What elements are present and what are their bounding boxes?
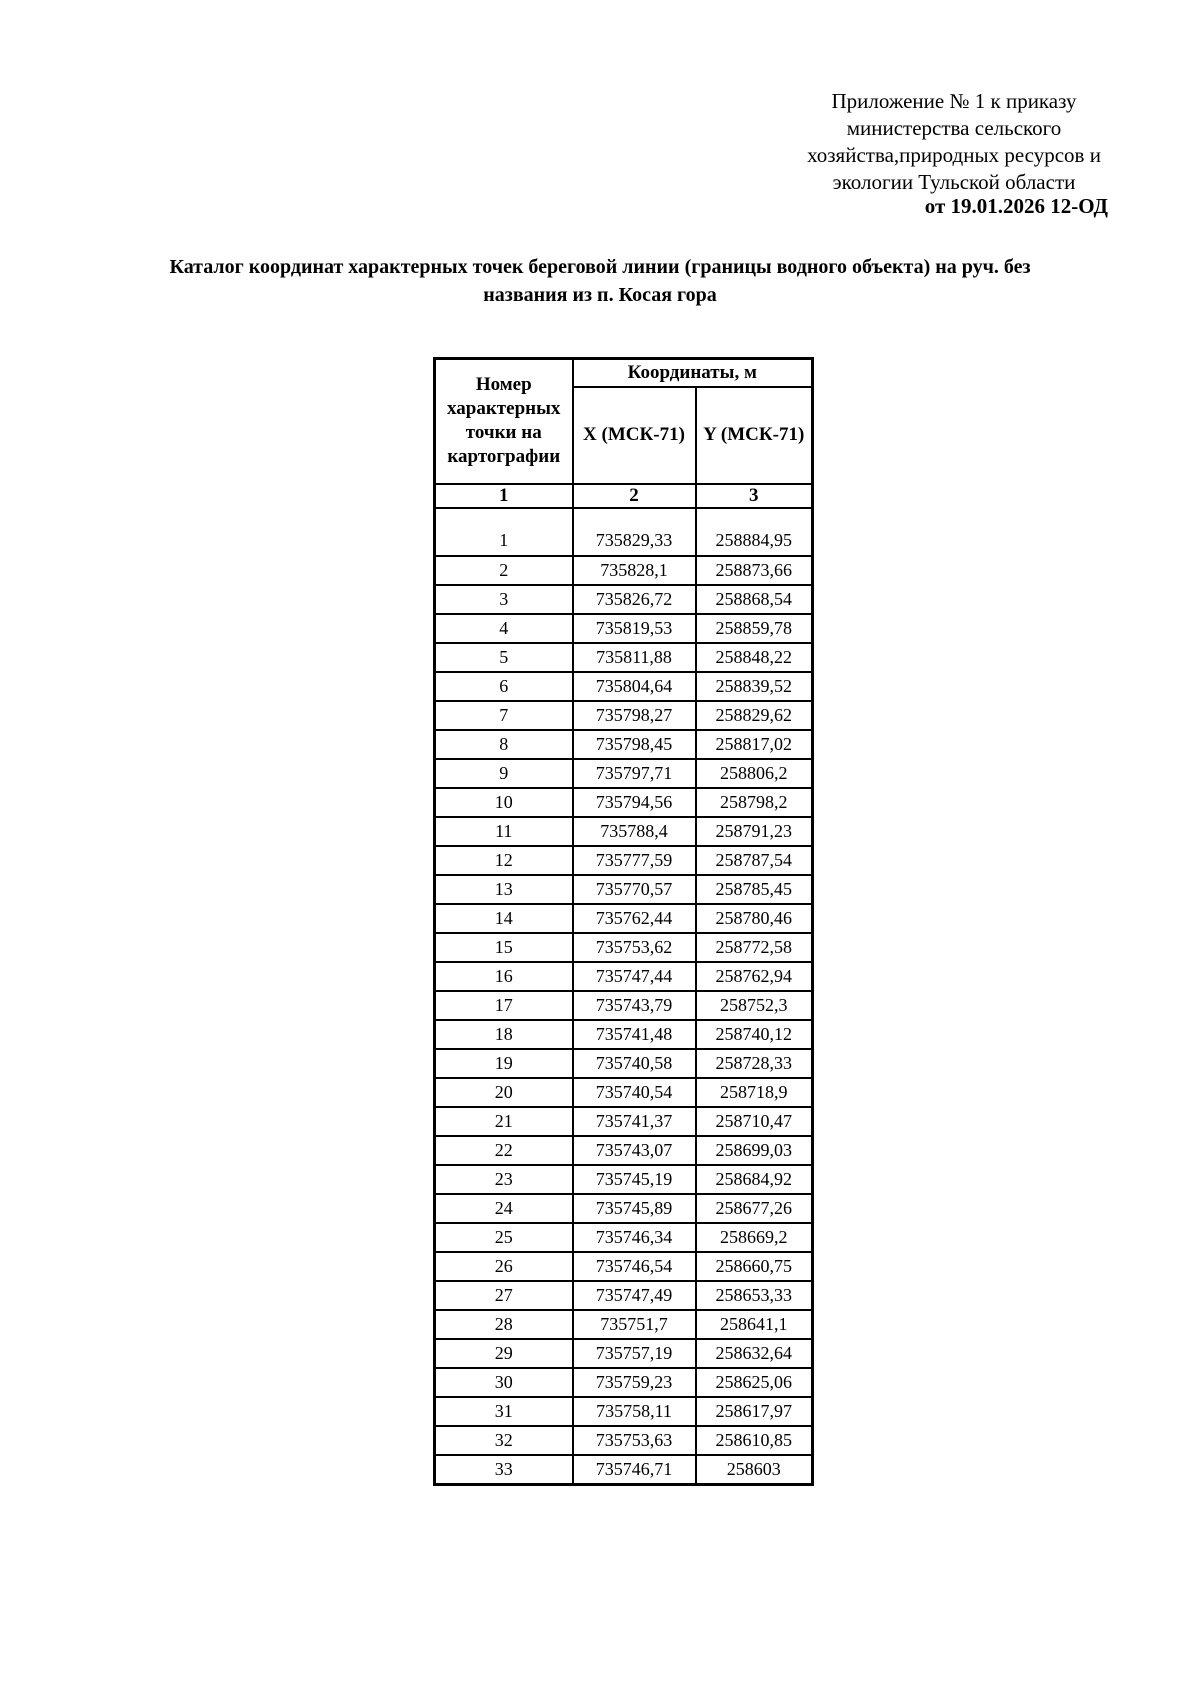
- y-coordinate-cell: 258677,26: [696, 1194, 813, 1223]
- y-coordinate-cell: 258806,2: [696, 759, 813, 788]
- appendix-header-line: министерства сельского: [846, 116, 1062, 140]
- table-row: [435, 1368, 813, 1397]
- point-number-cell: 8: [435, 730, 573, 759]
- y-coordinate-cell: 258752,3: [696, 991, 813, 1020]
- x-coordinate-cell: 735828,1: [573, 556, 696, 585]
- point-number-cell: 33: [435, 1455, 573, 1485]
- x-coordinate-cell: 735743,07: [573, 1136, 696, 1165]
- y-coordinate-cell: 258617,97: [696, 1397, 813, 1426]
- y-coordinate-cell: 258772,58: [696, 933, 813, 962]
- point-number-cell: 31: [435, 1397, 573, 1426]
- x-coordinate-cell: 735740,54: [573, 1078, 696, 1107]
- y-coordinate-cell: 258817,02: [696, 730, 813, 759]
- y-coordinate-cell: 258859,78: [696, 614, 813, 643]
- table-row: [435, 759, 813, 788]
- x-coordinate-cell: 735794,56: [573, 788, 696, 817]
- x-coordinate-cell: 735798,45: [573, 730, 696, 759]
- point-number-cell: 24: [435, 1194, 573, 1223]
- point-number-cell: 22: [435, 1136, 573, 1165]
- y-coordinate-cell: 258884,95: [696, 508, 813, 556]
- column-index-cell: 3: [696, 484, 813, 508]
- x-coordinate-cell: 735747,49: [573, 1281, 696, 1310]
- table-row: [435, 556, 813, 585]
- x-coordinate-cell: 735804,64: [573, 672, 696, 701]
- y-coordinate-cell: 258699,03: [696, 1136, 813, 1165]
- point-number-cell: 20: [435, 1078, 573, 1107]
- table-row: [435, 875, 813, 904]
- point-number-cell: 6: [435, 672, 573, 701]
- y-coordinate-cell: 258740,12: [696, 1020, 813, 1049]
- y-column-header: Y (МСК-71): [696, 387, 813, 484]
- point-number-cell: 30: [435, 1368, 573, 1397]
- y-coordinate-cell: 258684,92: [696, 1165, 813, 1194]
- x-coordinate-cell: 735746,71: [573, 1455, 696, 1485]
- point-number-cell: 19: [435, 1049, 573, 1078]
- table-row: [435, 585, 813, 614]
- appendix-header-line: экологии Тульской области: [832, 170, 1076, 194]
- document-title: [0, 253, 1200, 309]
- y-coordinate-cell: 258780,46: [696, 904, 813, 933]
- y-coordinate-cell: 258625,06: [696, 1368, 813, 1397]
- x-coordinate-cell: 735751,7: [573, 1310, 696, 1339]
- table-row: [435, 962, 813, 991]
- table-row: [435, 643, 813, 672]
- point-number-cell: 14: [435, 904, 573, 933]
- x-coordinate-cell: 735746,54: [573, 1252, 696, 1281]
- table-row: [435, 1020, 813, 1049]
- table-row: [435, 933, 813, 962]
- appendix-header-line: хозяйства,природных ресурсов и: [807, 143, 1101, 167]
- point-number-cell: 27: [435, 1281, 573, 1310]
- y-coordinate-cell: 258829,62: [696, 701, 813, 730]
- x-coordinate-cell: 735819,53: [573, 614, 696, 643]
- x-coordinate-cell: 735788,4: [573, 817, 696, 846]
- point-number-cell: 11: [435, 817, 573, 846]
- coordinates-table: [433, 357, 814, 1486]
- point-number-cell: 32: [435, 1426, 573, 1455]
- table-row: [435, 701, 813, 730]
- y-coordinate-cell: 258839,52: [696, 672, 813, 701]
- x-coordinate-cell: 735759,23: [573, 1368, 696, 1397]
- x-coordinate-cell: 735798,27: [573, 701, 696, 730]
- x-coordinate-cell: 735740,58: [573, 1049, 696, 1078]
- document-title-line-1: Каталог координат характерных точек береговой линии (границы водного объекта) на руч. без: [169, 256, 1031, 278]
- table-row: [435, 1397, 813, 1426]
- table-row: [435, 846, 813, 875]
- x-coordinate-cell: 735758,11: [573, 1397, 696, 1426]
- table-row: [435, 1252, 813, 1281]
- table-row: [435, 1194, 813, 1223]
- table-body: [435, 508, 813, 1485]
- point-number-cell: 7: [435, 701, 573, 730]
- x-coordinate-cell: 735753,62: [573, 933, 696, 962]
- table-row: [435, 1107, 813, 1136]
- y-coordinate-cell: 258762,94: [696, 962, 813, 991]
- appendix-header-line: Приложение № 1 к приказу: [831, 89, 1077, 113]
- point-number-cell: 9: [435, 759, 573, 788]
- x-coordinate-cell: 735741,37: [573, 1107, 696, 1136]
- table-row: [435, 672, 813, 701]
- y-coordinate-cell: 258798,2: [696, 788, 813, 817]
- x-coordinate-cell: 735770,57: [573, 875, 696, 904]
- point-number-cell: 2: [435, 556, 573, 585]
- appendix-header-block: [778, 88, 1130, 196]
- x-coordinate-cell: 735745,89: [573, 1194, 696, 1223]
- y-coordinate-cell: 258669,2: [696, 1223, 813, 1252]
- y-coordinate-cell: 258710,47: [696, 1107, 813, 1136]
- x-coordinate-cell: 735747,44: [573, 962, 696, 991]
- x-coordinate-cell: 735811,88: [573, 643, 696, 672]
- point-number-cell: 12: [435, 846, 573, 875]
- point-number-cell: 23: [435, 1165, 573, 1194]
- x-coordinate-cell: 735743,79: [573, 991, 696, 1020]
- table-row: [435, 730, 813, 759]
- table-row: [435, 1136, 813, 1165]
- table-row: [435, 1339, 813, 1368]
- x-coordinate-cell: 735797,71: [573, 759, 696, 788]
- x-coordinate-cell: 735753,63: [573, 1426, 696, 1455]
- y-coordinate-cell: 258610,85: [696, 1426, 813, 1455]
- y-coordinate-cell: 258791,23: [696, 817, 813, 846]
- y-coordinate-cell: 258641,1: [696, 1310, 813, 1339]
- y-coordinate-cell: 258873,66: [696, 556, 813, 585]
- x-coordinate-cell: 735762,44: [573, 904, 696, 933]
- coordinates-column-group-header: Координаты, м: [573, 359, 813, 387]
- column-index-cell: 1: [435, 484, 573, 508]
- table-row: [435, 1078, 813, 1107]
- y-coordinate-cell: 258785,45: [696, 875, 813, 904]
- x-coordinate-cell: 735826,72: [573, 585, 696, 614]
- y-coordinate-cell: 258728,33: [696, 1049, 813, 1078]
- y-coordinate-cell: 258653,33: [696, 1281, 813, 1310]
- point-number-cell: 16: [435, 962, 573, 991]
- table-row: [435, 904, 813, 933]
- point-number-cell: 5: [435, 643, 573, 672]
- point-number-cell: 15: [435, 933, 573, 962]
- point-number-cell: 21: [435, 1107, 573, 1136]
- table-row: [435, 991, 813, 1020]
- x-coordinate-cell: 735777,59: [573, 846, 696, 875]
- table-row: [435, 1281, 813, 1310]
- table-row: [435, 508, 813, 556]
- x-coordinate-cell: 735829,33: [573, 508, 696, 556]
- table-row: [435, 788, 813, 817]
- point-number-cell: 18: [435, 1020, 573, 1049]
- point-number-cell: 1: [435, 508, 573, 556]
- point-number-cell: 10: [435, 788, 573, 817]
- y-coordinate-cell: 258632,64: [696, 1339, 813, 1368]
- y-coordinate-cell: 258868,54: [696, 585, 813, 614]
- table-row: [435, 1426, 813, 1455]
- point-number-cell: 17: [435, 991, 573, 1020]
- table-row: [435, 614, 813, 643]
- column-index-cell: 2: [573, 484, 696, 508]
- y-coordinate-cell: 258848,22: [696, 643, 813, 672]
- y-coordinate-cell: 258603: [696, 1455, 813, 1485]
- table-row: [435, 817, 813, 846]
- table-row: [435, 1455, 813, 1485]
- point-number-cell: 25: [435, 1223, 573, 1252]
- table-row: [435, 1223, 813, 1252]
- column-index-row: [435, 484, 813, 508]
- point-number-cell: 26: [435, 1252, 573, 1281]
- point-number-cell: 13: [435, 875, 573, 904]
- table-row: [435, 1165, 813, 1194]
- table-header-row: [435, 359, 813, 387]
- y-coordinate-cell: 258718,9: [696, 1078, 813, 1107]
- point-number-cell: 29: [435, 1339, 573, 1368]
- x-coordinate-cell: 735741,48: [573, 1020, 696, 1049]
- order-date-number: от 19.01.2026 12-ОД: [924, 194, 1108, 218]
- point-number-cell: 3: [435, 585, 573, 614]
- y-coordinate-cell: 258787,54: [696, 846, 813, 875]
- point-number-column-header: Номер характерных точки на картографии: [435, 359, 573, 484]
- y-coordinate-cell: 258660,75: [696, 1252, 813, 1281]
- point-number-cell: 28: [435, 1310, 573, 1339]
- point-number-cell: 4: [435, 614, 573, 643]
- x-coordinate-cell: 735746,34: [573, 1223, 696, 1252]
- x-coordinate-cell: 735757,19: [573, 1339, 696, 1368]
- table-row: [435, 1310, 813, 1339]
- table-row: [435, 1049, 813, 1078]
- x-coordinate-cell: 735745,19: [573, 1165, 696, 1194]
- document-title-line-2: названия из п. Косая гора: [483, 284, 717, 306]
- x-column-header: X (МСК-71): [573, 387, 696, 484]
